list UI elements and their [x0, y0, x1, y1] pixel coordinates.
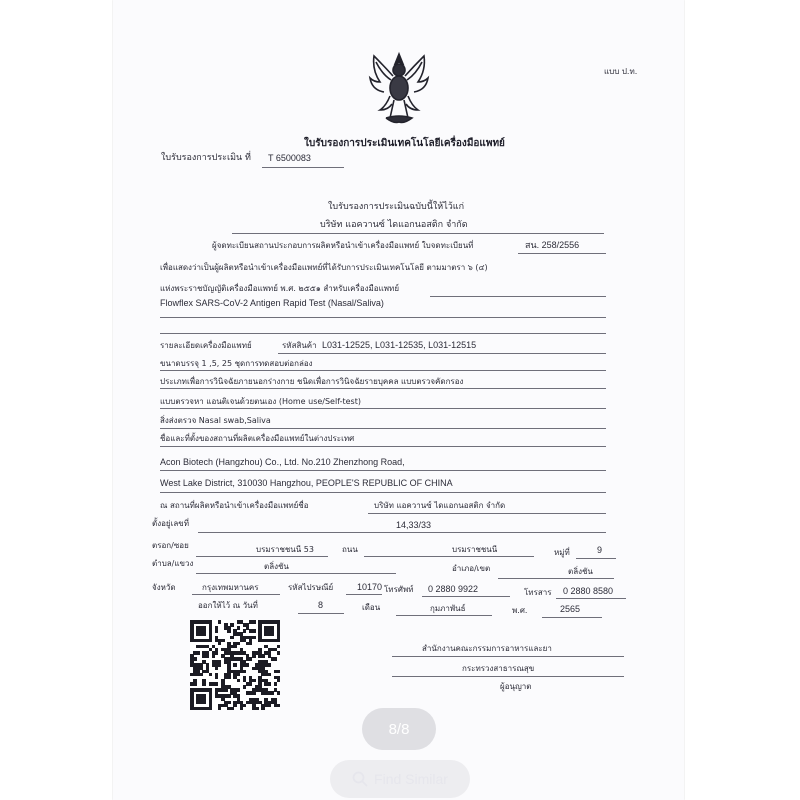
qr-module: [243, 670, 247, 674]
category-underline: [160, 388, 606, 389]
test-type: แบบตรวจหา แอนติเจนด้วยตนเอง (Home use/Self-test): [160, 397, 361, 406]
qr-module: [209, 673, 213, 677]
qr-module: [277, 704, 281, 708]
qr-module: [237, 688, 241, 692]
signature-underline-1: [392, 656, 624, 657]
qr-module: [215, 629, 219, 633]
qr-module: [218, 620, 222, 624]
moo-label: หมู่ที่: [554, 548, 570, 557]
amphoe-label: อำเภอ/เขต: [452, 564, 491, 573]
issued-to-label: ใบรับรองการประเมินฉบับนี้ให้ไว้แก่: [328, 202, 465, 212]
qr-module: [243, 704, 247, 708]
qr-module: [218, 707, 222, 711]
company-name: บริษัท แอควานซ์ ไดแอกนอสติก จำกัด: [320, 220, 468, 230]
qr-module: [252, 654, 256, 658]
registration-number: สน. 258/2556: [525, 240, 580, 250]
qr-module: [243, 685, 247, 689]
qr-module: [227, 694, 231, 698]
qr-module: [215, 667, 219, 671]
qr-module: [202, 682, 206, 686]
address-number-underline: [198, 532, 606, 533]
mfr-address-underline-2: [160, 492, 606, 493]
qr-module: [252, 691, 256, 695]
find-similar-button[interactable]: [330, 760, 470, 798]
cert-number: T 6500083: [268, 153, 311, 163]
qr-module: [249, 642, 253, 646]
qr-module: [237, 679, 241, 683]
search-icon: [352, 771, 368, 787]
qr-module: [271, 632, 275, 636]
qr-module: [268, 673, 272, 677]
road-underline: [364, 556, 534, 557]
qr-module: [237, 626, 241, 630]
qr-module: [237, 673, 241, 677]
qr-module: [215, 676, 219, 680]
qr-module: [227, 701, 231, 705]
soi-value: บรมราชชนนี 53: [256, 545, 314, 554]
amphoe-value: ตลิ่งชัน: [568, 567, 593, 576]
qr-module: [199, 673, 203, 677]
issue-day: 8: [318, 600, 324, 610]
qr-module: [227, 629, 231, 633]
qr-module: [237, 642, 241, 646]
form-code: แบบ ป.ท.: [604, 67, 638, 76]
pack-underline: [160, 370, 606, 371]
road-label: ถนน: [342, 545, 358, 554]
detail-label: รายละเอียดเครื่องมือแพทย์: [160, 341, 252, 350]
find-similar-label: Find Similar: [374, 771, 448, 787]
signatory-role: ผู้อนุญาต: [500, 682, 532, 691]
qr-module: [218, 663, 222, 667]
postal-label: รหัสไปรษณีย์: [288, 583, 334, 592]
qr-module: [209, 707, 213, 711]
qr-module: [268, 682, 272, 686]
fax-label: โทรสาร: [524, 588, 552, 597]
page-indicator: 8/8: [362, 708, 436, 750]
qr-module: [227, 676, 231, 680]
qr-module: [202, 701, 206, 705]
issued-on-label: ออกให้ไว้ ณ วันที่: [198, 601, 258, 610]
tambon-label: ตำบล/แขวง: [152, 559, 194, 568]
address-number: 14,33/33: [396, 520, 432, 530]
issue-month: กุมภาพันธ์: [430, 604, 466, 613]
day-underline: [298, 613, 344, 614]
mfr-label-underline: [160, 446, 606, 447]
qr-module: [252, 636, 256, 640]
province-label: จังหวัด: [152, 583, 176, 592]
document-title: ใบรับรองการประเมินเทคโนโลยีเครื่องมือแพทย์: [304, 138, 505, 149]
qr-module: [206, 654, 210, 658]
cert-number-underline: [262, 167, 344, 168]
road-value: บรมราชชนนี: [452, 545, 498, 554]
moo-underline: [576, 558, 616, 559]
place-name: บริษัท แอควานซ์ ไดแอกนอสติก จำกัด: [374, 501, 506, 510]
qr-module: [215, 682, 219, 686]
manufacturer-address-1: Acon Biotech (Hangzhou) Co., Ltd. No.210 Zhenzhong Road,: [160, 457, 405, 467]
qr-module: [230, 636, 234, 640]
qr-module: [246, 663, 250, 667]
ministry-name: กระทรวงสาธารณสุข: [462, 664, 535, 673]
amphoe-underline: [498, 578, 614, 579]
qr-module: [277, 651, 281, 655]
fax-underline: [556, 598, 626, 599]
qr-module: [261, 654, 265, 658]
phone-underline: [422, 596, 510, 597]
qr-module: [277, 691, 281, 695]
sku-label: รหัสสินค้า: [282, 341, 317, 350]
cert-number-label: ใบรับรองการประเมิน ที่: [161, 153, 251, 163]
phone-label: โทรศัพท์: [384, 585, 414, 594]
qr-module: [252, 679, 256, 683]
qr-module: [233, 704, 237, 708]
qr-module: [252, 620, 256, 624]
registration-underline: [518, 253, 606, 254]
qr-module: [249, 657, 253, 661]
qr-module: [271, 691, 275, 695]
qr-module: [277, 645, 281, 649]
fax-value: 0 2880 8580: [563, 586, 614, 596]
qr-module: [202, 632, 206, 636]
qr-module: [277, 679, 281, 683]
qr-module: [193, 682, 197, 686]
registration-text: ผู้จดทะเบียนสถานประกอบการผลิตหรือนำเข้าเครื่องมือแพทย์ ใบจดทะเบียนที่: [212, 241, 474, 250]
purpose-text: เพื่อแสดงว่าเป็นผู้ผลิตหรือนำเข้าเครื่องมือแพทย์ที่ได้รับการประเมินเทคโนโลยี ตามมาตรา ๖ (๔): [160, 263, 488, 272]
postal-underline: [346, 594, 382, 595]
moo-value: 9: [597, 545, 603, 555]
qr-module: [230, 623, 234, 627]
mfr-address-underline-1: [160, 470, 606, 471]
phone-value: 0 2880 9922: [428, 584, 479, 594]
product-underline-2: [160, 333, 606, 334]
month-label: เดือน: [362, 603, 381, 612]
province-underline: [192, 594, 280, 595]
qr-module: [274, 657, 278, 661]
qr-module: [277, 670, 281, 674]
qr-module: [261, 707, 265, 711]
qr-module: [274, 682, 278, 686]
tambon-underline: [196, 573, 396, 574]
qr-code: [190, 620, 280, 710]
year-label: พ.ศ.: [512, 606, 528, 615]
qr-module: [255, 707, 259, 711]
place-label: ณ สถานที่ผลิตหรือนำเข้าเครื่องมือแพทย์ชื่อ: [160, 501, 309, 510]
manufacturer-label: ชื่อและที่ตั้งของสถานที่ผลิตเครื่องมือแพทย์ในต่างประเทศ: [160, 434, 355, 443]
device-category: ประเภทเพื่อการวินิจฉัยภายนอกร่างกาย ชนิดเพื่อการวินิจฉัยรายบุคคล แบบตรวจคัดกรอง: [160, 377, 464, 386]
act-text: แห่งพระราชบัญญัติเครื่องมือแพทย์ พ.ศ. ๒๕๕๑ สำหรับเครื่องมือแพทย์: [160, 284, 400, 293]
place-underline: [368, 513, 606, 514]
postal-value: 10170: [357, 582, 383, 592]
qr-module: [230, 707, 234, 711]
product-underline-1: [160, 317, 606, 318]
address-number-label: ตั้งอยู่เลขที่: [152, 519, 189, 528]
specimen-underline: [160, 428, 606, 429]
qr-module: [196, 651, 200, 655]
year-underline: [542, 617, 602, 618]
signature-underline-2: [392, 676, 624, 677]
office-name: สำนักงานคณะกรรมการอาหารและยา: [422, 644, 552, 653]
qr-module: [240, 707, 244, 711]
soi-label: ตรอก/ซอย: [152, 541, 189, 550]
qr-module: [268, 704, 272, 708]
province-value: กรุงเทพมหานคร: [202, 583, 259, 592]
qr-module: [221, 639, 225, 643]
pack-size: ขนาดบรรจุ 1 ,5, 25 ชุดการทดสอบต่อกล่อง: [160, 359, 313, 368]
qr-module: [233, 645, 237, 649]
qr-module: [224, 688, 228, 692]
product-name: Flowflex SARS-CoV-2 Antigen Rapid Test (Nasal/Saliva): [160, 298, 384, 308]
soi-underline: [196, 556, 328, 557]
qr-module: [243, 629, 247, 633]
company-underline: [232, 233, 604, 234]
month-underline: [396, 615, 492, 616]
qr-module: [212, 654, 216, 658]
qr-module: [209, 639, 213, 643]
qr-module: [277, 639, 281, 643]
qr-module: [252, 629, 256, 633]
issue-year: 2565: [560, 604, 581, 614]
sku-underline: [278, 353, 606, 354]
qr-module: [233, 663, 237, 667]
qr-module: [193, 657, 197, 661]
qr-module: [218, 642, 222, 646]
act-underline: [430, 296, 606, 297]
qr-module: [215, 651, 219, 655]
qr-module: [268, 663, 272, 667]
garuda-emblem: [364, 48, 434, 126]
manufacturer-address-2: West Lake District, 310030 Hangzhou, PEOPLE'S REPUBLIC OF CHINA: [160, 478, 453, 488]
qr-module: [249, 682, 253, 686]
test-type-underline: [160, 408, 606, 409]
tambon-value: ตลิ่งชัน: [264, 562, 289, 571]
specimen: สิ่งส่งตรวจ Nasal swab,Saliva: [160, 416, 271, 425]
sku-value: L031-12525, L031-12535, L031-12515: [322, 340, 477, 350]
